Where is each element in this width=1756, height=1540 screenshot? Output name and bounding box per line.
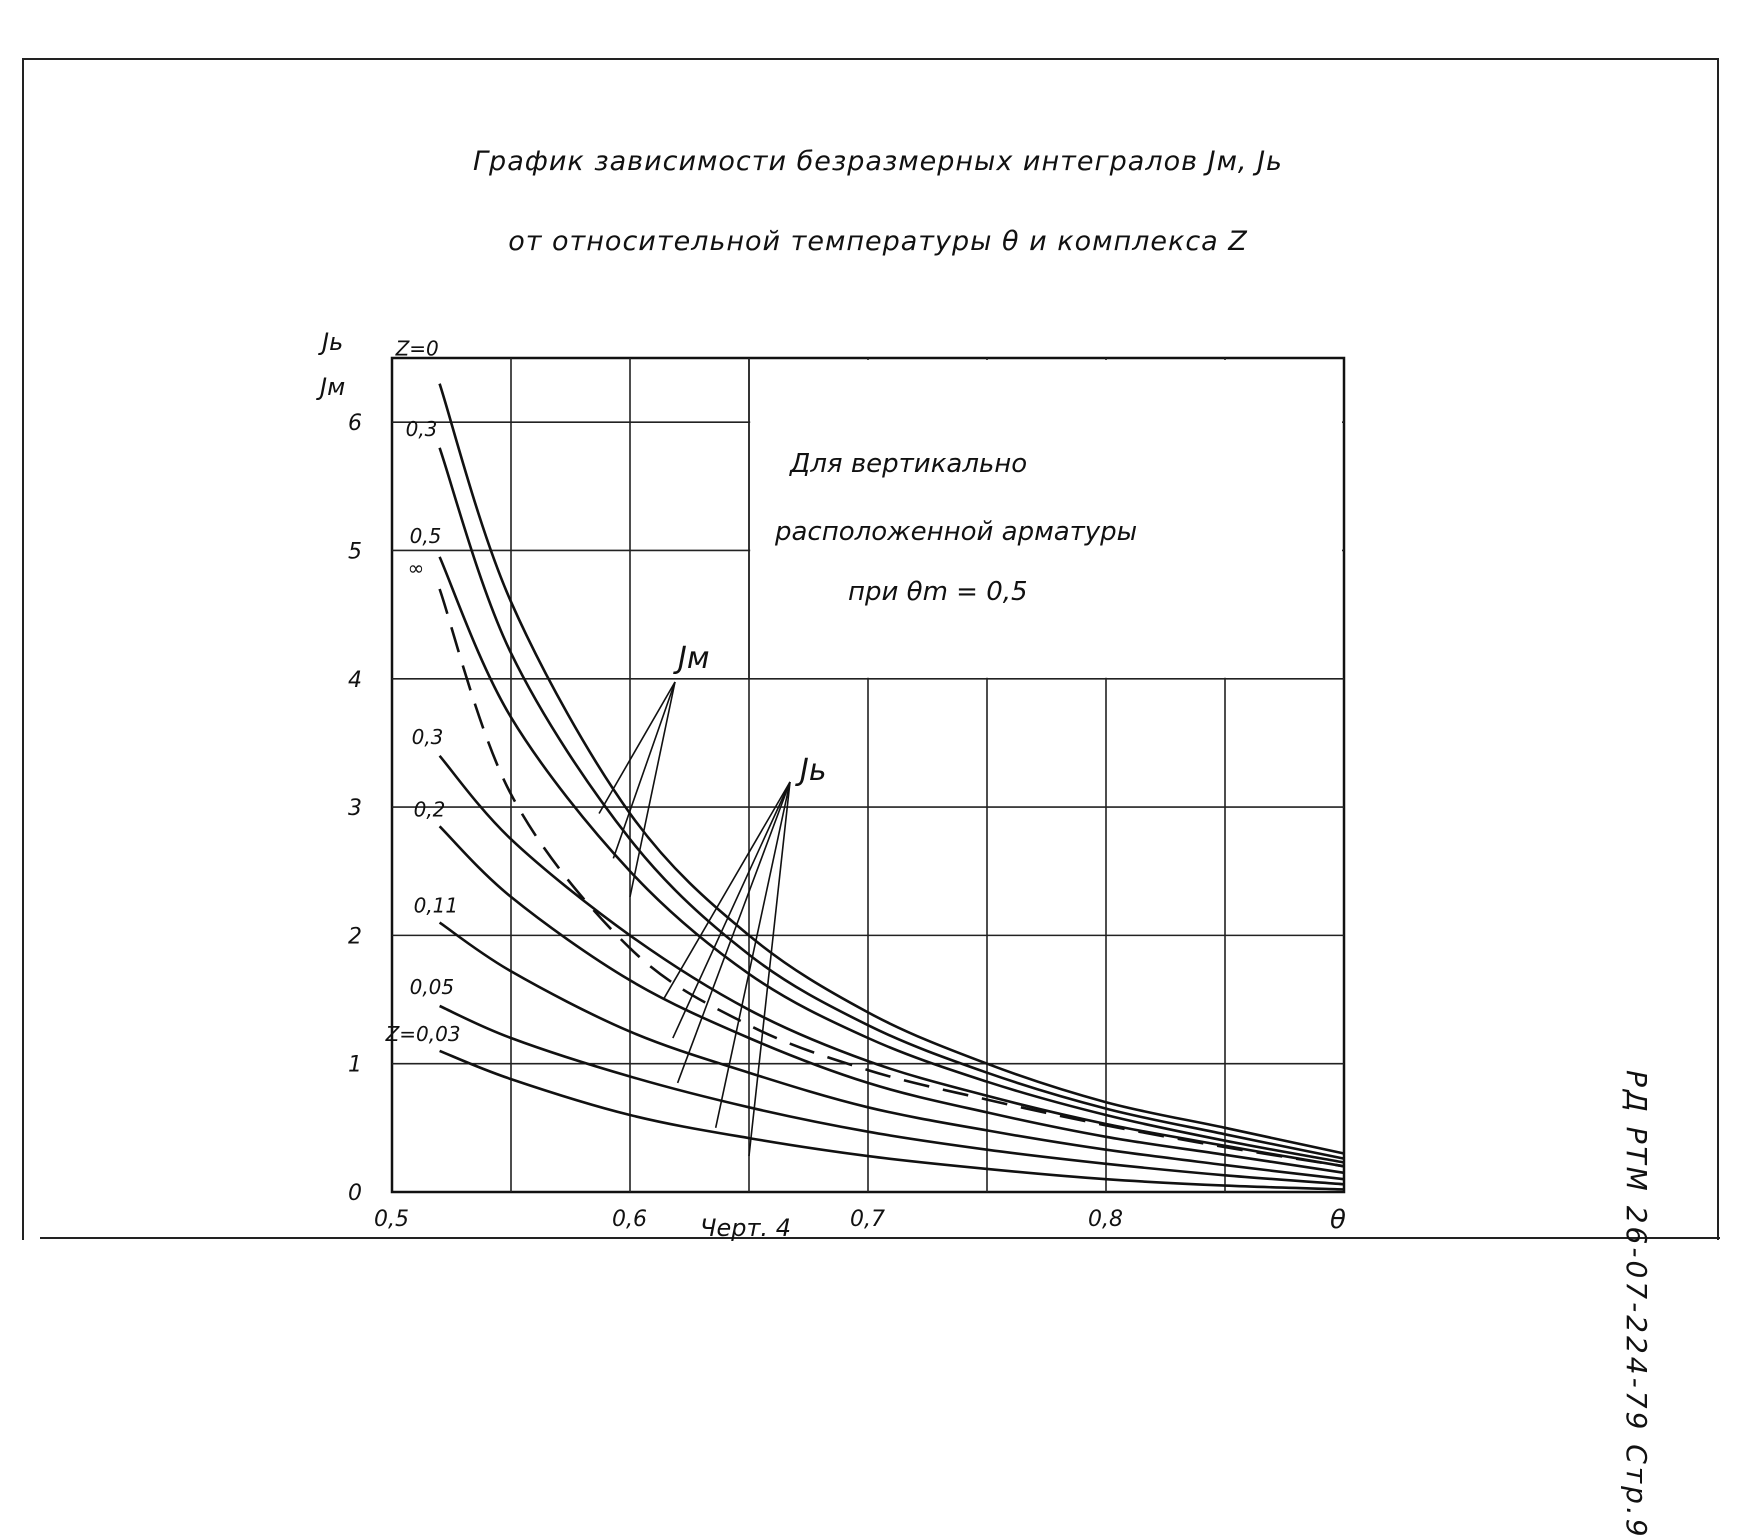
series-line: [440, 756, 1344, 1167]
annotation-line-1: Для вертикально: [790, 449, 1028, 479]
series-label: 0,11: [413, 893, 459, 918]
series-label: 0,3: [411, 724, 444, 749]
series-label: 0,3: [405, 416, 438, 441]
x-axis-label: θ: [1330, 1205, 1346, 1235]
series-line: [440, 923, 1344, 1180]
y-tick-label: 4: [348, 667, 362, 693]
x-tick-label: 0,5: [374, 1207, 409, 1232]
group-label-jl: Jь: [800, 753, 827, 788]
series-line: [440, 1051, 1344, 1190]
y-axis-label-bottom: Jм: [320, 373, 346, 401]
chart-title-line-1: График зависимости безразмерных интегралов Jм, Jь: [473, 146, 1283, 177]
y-tick-label: 2: [348, 924, 362, 950]
document-code: РД РТМ 26-07-224-79 Стр.9: [1620, 1070, 1653, 1540]
series-label: Z=0,03: [385, 1021, 461, 1046]
y-tick-label: 3: [348, 796, 362, 822]
leader-line-jl: [716, 782, 790, 1128]
series-label: 0,5: [409, 523, 442, 548]
series-label: Z=0: [395, 336, 439, 361]
series-line: [440, 826, 1344, 1173]
leader-line-jm: [599, 682, 675, 813]
x-tick-label: 0,7: [850, 1207, 885, 1232]
y-tick-label: 0: [348, 1181, 362, 1206]
series-label: 0,05: [409, 974, 455, 999]
chart-title-line-2: от относительной температуры θ и комплекса Z: [508, 226, 1248, 257]
annotation-line-2: расположенной арматуры: [775, 517, 1138, 547]
series-line: [440, 1006, 1344, 1184]
leader-line-jl: [663, 782, 790, 1000]
figure-caption: Черт. 4: [700, 1214, 791, 1242]
y-tick-label: 1: [348, 1052, 362, 1078]
y-tick-label: 5: [348, 539, 362, 565]
series-label: ∞: [407, 555, 425, 580]
leader-lines: [599, 682, 790, 1156]
series-label: 0,2: [413, 797, 446, 822]
group-label-jm: Jм: [678, 641, 710, 676]
annotation-line-3: при θm = 0,5: [848, 577, 1028, 607]
y-tick-label: 6: [348, 411, 362, 437]
x-tick-label: 0,8: [1088, 1207, 1123, 1232]
y-axis-label-top: Jь: [322, 328, 344, 356]
x-tick-label: 0,6: [612, 1207, 647, 1232]
